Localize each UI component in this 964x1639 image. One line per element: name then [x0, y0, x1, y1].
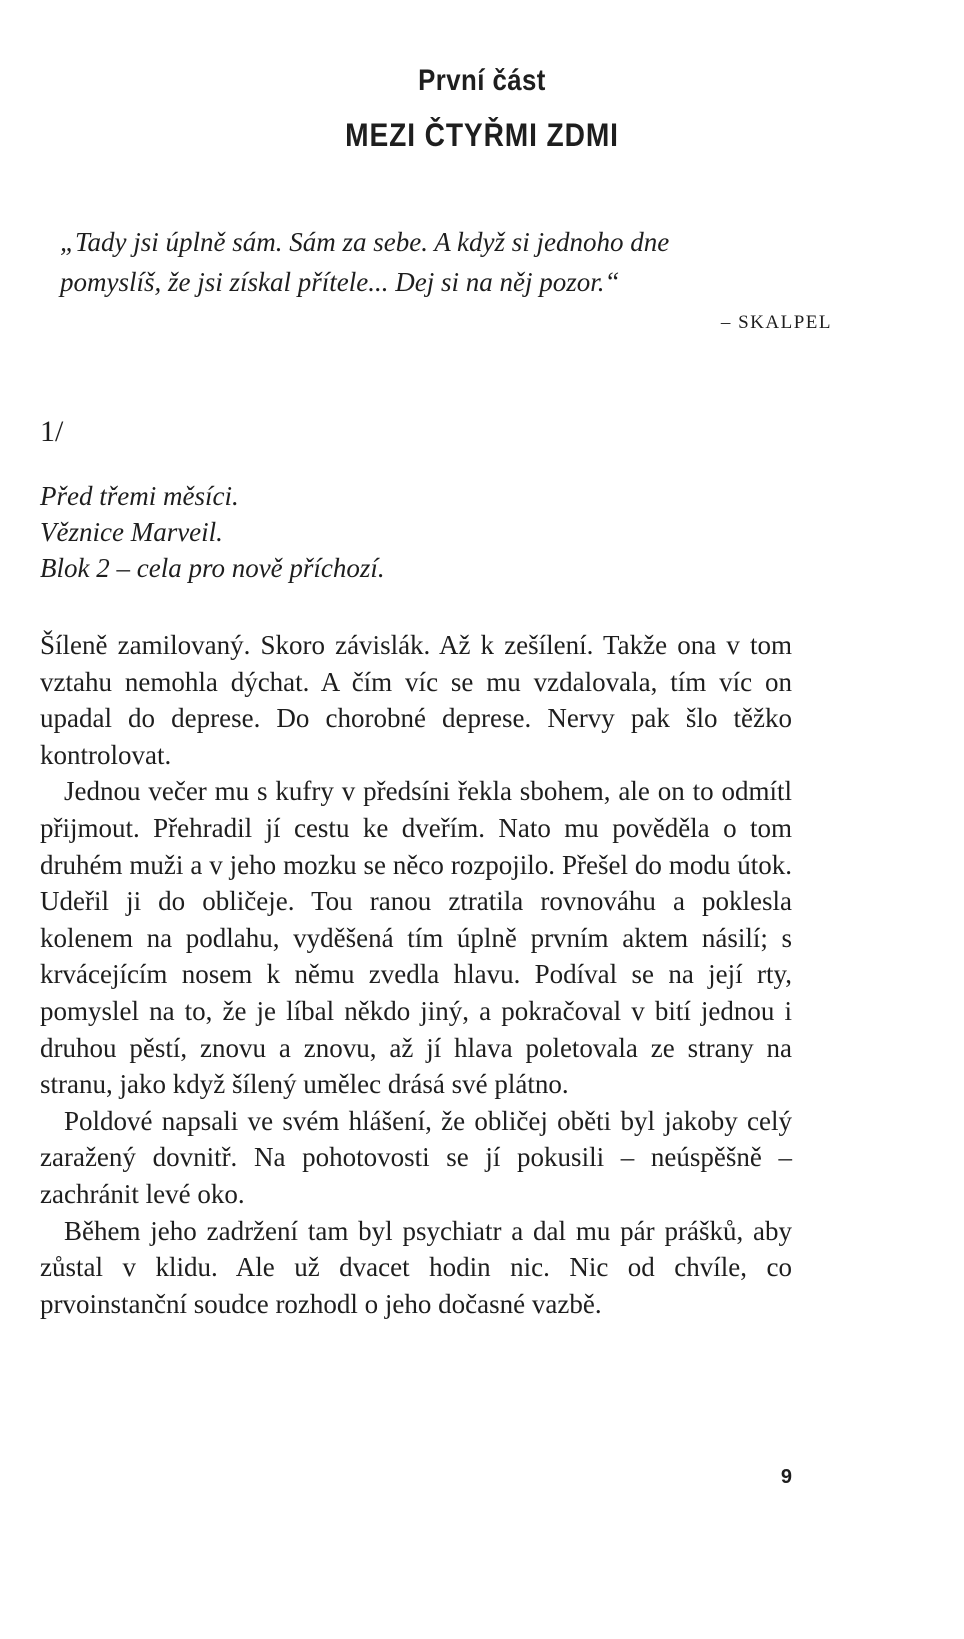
body-text — [40, 627, 792, 1322]
epigraph — [60, 222, 880, 302]
paragraph: Šíleně zamilovaný. Skoro závislák. Až k zešílení. Takže ona v tom vztahu nemohla dýchat. A čím víc se mu vzdalovala, tím víc on upadal do deprese. Do chorobné deprese. Nervy pak šlo těžko kontrolovat. — [40, 630, 792, 770]
chapter-number: 1/ — [40, 415, 64, 448]
part-title: MEZI ČTYŘMI ZDMI — [345, 117, 619, 153]
epigraph-line: pomyslíš, že jsi získal přítele... Dej si na něj pozor.“ — [60, 267, 620, 297]
epigraph-attribution: – SKALPEL — [720, 312, 832, 333]
epigraph-line: „Tady jsi úplně sám. Sám za sebe. A když si jednoho dne — [60, 227, 670, 257]
paragraph: Během jeho zadržení tam byl psychiatr a dal mu pár prášků, aby zůstal v klidu. Ale už dvacet hodin nic. Nic od chvíle, co prvoinstanční soudce rozhodl o jeho dočasné vazbě. — [40, 1215, 792, 1319]
paragraph: Poldové napsali ve svém hlášení, že obličej oběti byl jakoby celý zaražený dovnitř. Na pohotovosti se jí pokusili – neúspěšně – zachránit levé oko. — [40, 1105, 792, 1209]
paragraph: Jednou večer mu s kufry v předsíni řekla sbohem, ale on to odmítl přijmout. Přehradil jí cestu ke dveřím. Nato mu pověděla o tom druhém muži a v jeho mozku se něco rozpojilo. Přešel do modu útok. Udeřil ji do obličeje. Tou ranou ztratila rovnováhu a poklesla kolenem na podlahu, vyděšená tím úplně prvním aktem násilí; s krvácejícím nosem k němu zvedla hlavu. Podíval se na její rty, pomyslel na to, že je líbal někdo jiný, a pokračoval v bití jednou i druhou pěstí, znovu a znovu, až jí hlava poletovala ze strany na stranu, jako když šílený umělec drásá své plátno. — [40, 776, 792, 1100]
scene-place: Věznice Marveil. — [40, 517, 223, 547]
part-label: První část — [418, 64, 546, 97]
scene-heading — [40, 478, 385, 586]
scene-time: Před třemi měsíci. — [40, 481, 239, 511]
scene-location: Blok 2 – cela pro nově příchozí. — [40, 553, 385, 583]
page-number: 9 — [780, 1466, 792, 1488]
